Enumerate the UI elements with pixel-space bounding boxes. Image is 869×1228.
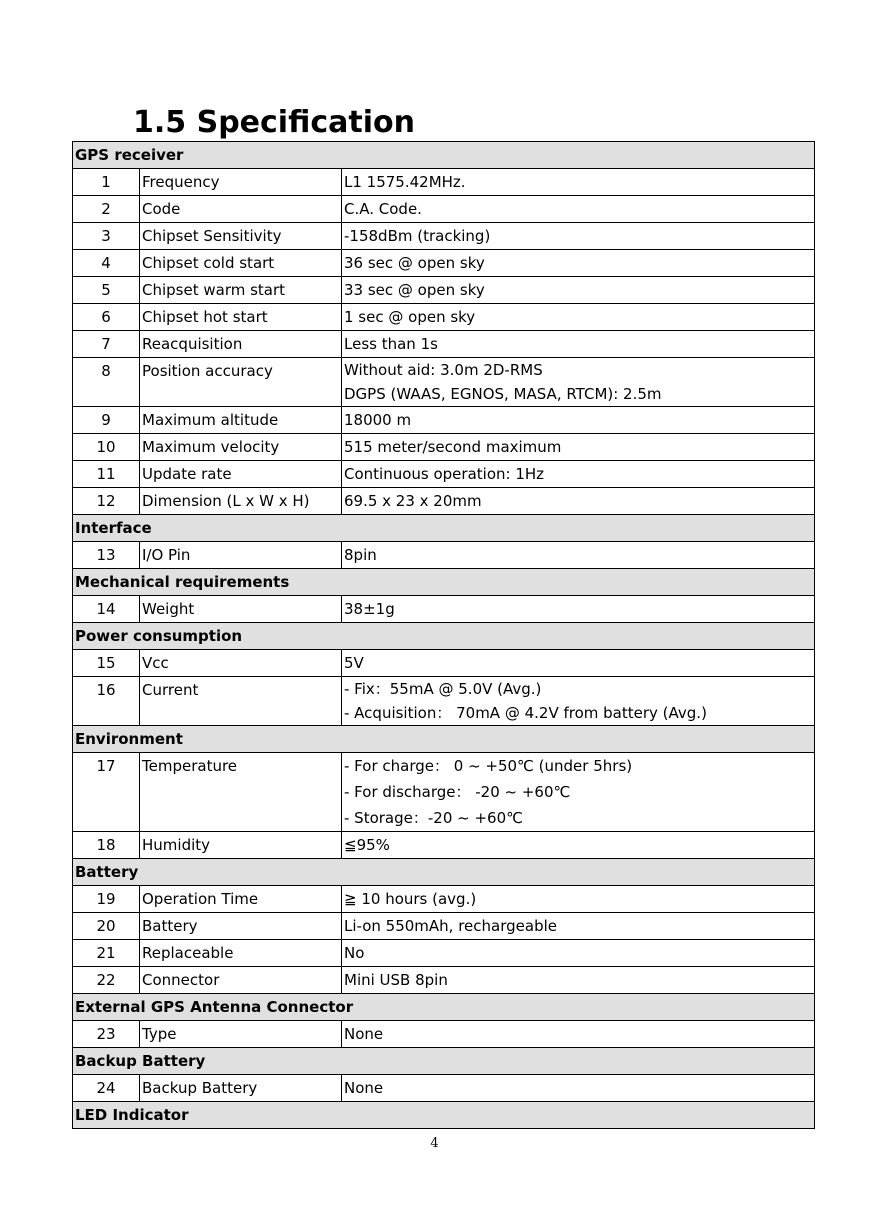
spec-value-line: -158dBm (tracking): [344, 227, 491, 245]
row-number: 4: [73, 250, 140, 277]
spec-value: [342, 967, 815, 994]
spec-value-line: - Fix：55mA @ 5.0V (Avg.): [344, 680, 542, 698]
spec-item: Operation Time: [140, 886, 342, 913]
table-row: [73, 331, 815, 358]
section-header-row: [73, 569, 815, 596]
spec-value: [342, 542, 815, 569]
spec-value-line: - Acquisition： 70mA @ 4.2V from battery (Avg.): [344, 704, 707, 722]
spec-value-line: None: [344, 1025, 384, 1043]
spec-value-line: None: [344, 1079, 384, 1097]
spec-value-line: L1 1575.42MHz.: [344, 173, 466, 191]
spec-item: Reacquisition: [140, 331, 342, 358]
section-header-row: [73, 1102, 815, 1129]
spec-value-line: 18000 m: [344, 411, 412, 429]
spec-value-line: Without aid: 3.0m 2D-RMS: [344, 361, 543, 379]
table-row: [73, 913, 815, 940]
row-number: 11: [73, 461, 140, 488]
spec-value-line: No: [344, 944, 365, 962]
table-row: [73, 196, 815, 223]
specification-table: [72, 141, 815, 1129]
spec-item: Humidity: [140, 832, 342, 859]
table-row: [73, 967, 815, 994]
row-number: 12: [73, 488, 140, 515]
spec-item: Weight: [140, 596, 342, 623]
page-title: 1.5 Specification: [133, 105, 415, 140]
row-number: 23: [73, 1021, 140, 1048]
row-number: 24: [73, 1075, 140, 1102]
spec-item: Connector: [140, 967, 342, 994]
row-number: 19: [73, 886, 140, 913]
table-row: [73, 886, 815, 913]
spec-value-line: 36 sec @ open sky: [344, 254, 485, 272]
table-row: [73, 277, 815, 304]
table-row: [73, 461, 815, 488]
spec-value: [342, 223, 815, 250]
table-row: [73, 407, 815, 434]
table-row: [73, 596, 815, 623]
spec-item: Maximum velocity: [140, 434, 342, 461]
section-title: LED Indicator: [73, 1102, 815, 1129]
spec-value: [342, 886, 815, 913]
section-title: GPS receiver: [73, 142, 815, 169]
row-number: 1: [73, 169, 140, 196]
spec-value: [342, 488, 815, 515]
spec-value: [342, 832, 815, 859]
table-row: [73, 832, 815, 859]
spec-value: [342, 940, 815, 967]
row-number: 8: [73, 358, 140, 407]
row-number: 10: [73, 434, 140, 461]
spec-value-line: - Storage：-20 ~ +60℃: [344, 809, 523, 827]
spec-value-line: 8pin: [344, 546, 377, 564]
spec-item: Position accuracy: [140, 358, 342, 407]
spec-value: [342, 677, 815, 726]
specification-table-body: [73, 142, 815, 1129]
section-title: Battery: [73, 859, 815, 886]
spec-value-line: 33 sec @ open sky: [344, 281, 485, 299]
table-row: [73, 488, 815, 515]
table-row: [73, 1021, 815, 1048]
spec-value: [342, 407, 815, 434]
spec-value-line: 1 sec @ open sky: [344, 308, 476, 326]
spec-value: [342, 753, 815, 832]
spec-item: Update rate: [140, 461, 342, 488]
row-number: 6: [73, 304, 140, 331]
spec-value-line: Continuous operation: 1Hz: [344, 465, 545, 483]
table-row: [73, 677, 815, 726]
spec-value-line: 38±1g: [344, 600, 395, 618]
table-row: [73, 358, 815, 407]
row-number: 15: [73, 650, 140, 677]
row-number: 18: [73, 832, 140, 859]
row-number: 17: [73, 753, 140, 832]
spec-item: Chipset Sensitivity: [140, 223, 342, 250]
spec-value: [342, 196, 815, 223]
spec-value: [342, 304, 815, 331]
table-row: [73, 753, 815, 832]
table-row: [73, 434, 815, 461]
table-row: [73, 169, 815, 196]
spec-value-line: - For discharge： -20 ~ +60℃: [344, 783, 571, 801]
spec-item: Code: [140, 196, 342, 223]
section-header-row: [73, 515, 815, 542]
spec-item: Battery: [140, 913, 342, 940]
row-number: 22: [73, 967, 140, 994]
section-header-row: [73, 994, 815, 1021]
section-title: External GPS Antenna Connector: [73, 994, 815, 1021]
table-row: [73, 650, 815, 677]
section-header-row: [73, 859, 815, 886]
spec-item: Chipset hot start: [140, 304, 342, 331]
spec-value: [342, 331, 815, 358]
row-number: 16: [73, 677, 140, 726]
spec-value: [342, 169, 815, 196]
spec-value: [342, 358, 815, 407]
spec-item: Maximum altitude: [140, 407, 342, 434]
spec-value-line: Mini USB 8pin: [344, 971, 448, 989]
spec-value-line: Less than 1s: [344, 335, 438, 353]
section-title: Mechanical requirements: [73, 569, 815, 596]
table-row: [73, 1075, 815, 1102]
row-number: 21: [73, 940, 140, 967]
spec-item: Chipset warm start: [140, 277, 342, 304]
spec-value: [342, 434, 815, 461]
spec-item: Replaceable: [140, 940, 342, 967]
row-number: 5: [73, 277, 140, 304]
spec-item: Backup Battery: [140, 1075, 342, 1102]
section-title: Power consumption: [73, 623, 815, 650]
table-row: [73, 250, 815, 277]
section-header-row: [73, 726, 815, 753]
spec-value-line: Li-on 550mAh, rechargeable: [344, 917, 557, 935]
spec-value-line: ≦95%: [344, 836, 390, 854]
section-title: Interface: [73, 515, 815, 542]
section-header-row: [73, 1048, 815, 1075]
spec-value: [342, 250, 815, 277]
spec-value-line: 515 meter/second maximum: [344, 438, 562, 456]
section-title: Backup Battery: [73, 1048, 815, 1075]
section-header-row: [73, 142, 815, 169]
spec-value: [342, 596, 815, 623]
spec-value: [342, 1021, 815, 1048]
spec-value-line: 69.5 x 23 x 20mm: [344, 492, 482, 510]
spec-value: [342, 277, 815, 304]
row-number: 7: [73, 331, 140, 358]
table-row: [73, 542, 815, 569]
spec-item: Frequency: [140, 169, 342, 196]
spec-item: Current: [140, 677, 342, 726]
spec-item: Type: [140, 1021, 342, 1048]
spec-value-line: 5V: [344, 654, 364, 672]
spec-item: Dimension (L x W x H): [140, 488, 342, 515]
table-row: [73, 304, 815, 331]
spec-item: Chipset cold start: [140, 250, 342, 277]
row-number: 14: [73, 596, 140, 623]
spec-value-line: DGPS (WAAS, EGNOS, MASA, RTCM): 2.5m: [344, 385, 662, 403]
spec-item: Vcc: [140, 650, 342, 677]
spec-value: [342, 913, 815, 940]
spec-value: [342, 461, 815, 488]
row-number: 2: [73, 196, 140, 223]
spec-value: [342, 650, 815, 677]
section-header-row: [73, 623, 815, 650]
spec-value: [342, 1075, 815, 1102]
page-number: 4: [430, 1136, 439, 1151]
spec-value-line: ≧ 10 hours (avg.): [344, 890, 477, 908]
spec-item: Temperature: [140, 753, 342, 832]
row-number: 20: [73, 913, 140, 940]
table-row: [73, 223, 815, 250]
spec-value-line: - For charge： 0 ~ +50℃ (under 5hrs): [344, 757, 633, 775]
row-number: 13: [73, 542, 140, 569]
row-number: 3: [73, 223, 140, 250]
spec-value-line: C.A. Code.: [344, 200, 422, 218]
row-number: 9: [73, 407, 140, 434]
section-title: Environment: [73, 726, 815, 753]
spec-item: I/O Pin: [140, 542, 342, 569]
table-row: [73, 940, 815, 967]
